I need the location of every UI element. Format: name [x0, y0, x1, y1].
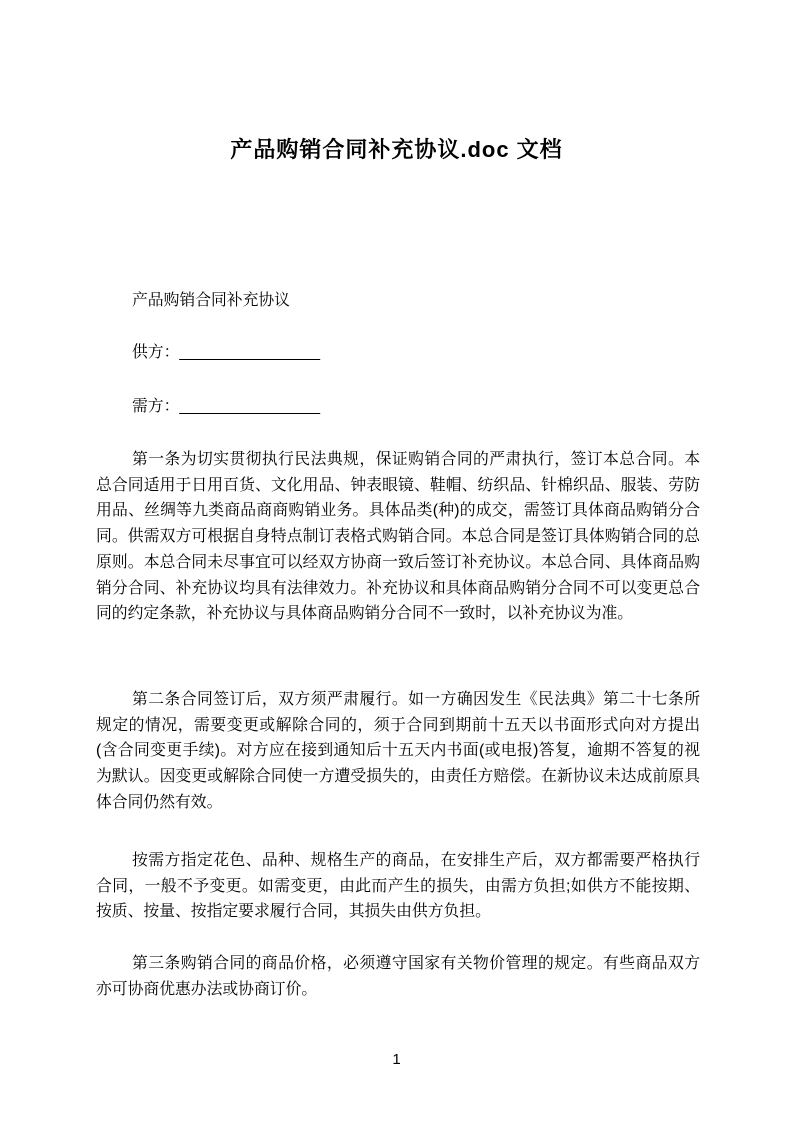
buyer-blank-line: ________________	[179, 398, 320, 415]
paragraph-article-two: 第二条合同签订后，双方须严肃履行。如一方确因发生《民法典》第二十七条所规定的情况，需要变更或解除合同的，须于合同到期前十五天以书面形式向对方提出(含合同变更手续)。对方应在接到通知后十五天内书面(或电报)答复，逾期不答复的视为默认。因变更或解除合同使一方遭受损失的，由责任方赔偿。在新协议未达成前原具体合同仍然有效。	[96, 691, 700, 811]
paragraph-custom-production: 按需方指定花色、品种、规格生产的商品，在安排生产后，双方都需要严格执行合同，一般不予变更。如需变更，由此而产生的损失，由需方负担;如供方不能按期、按质、按量、按指定要求履行合同，其损失由供方负担。	[96, 852, 700, 921]
paragraph-article-three: 第三条购销合同的商品价格，必须遵守国家有关物价管理的规定。有些商品双方亦可协商优惠办法或协商订价。	[96, 955, 700, 998]
supplier-field	[132, 340, 320, 366]
supplier-label: 供方：	[132, 344, 180, 361]
buyer-field	[132, 394, 320, 420]
agreement-heading: 产品购销合同补充协议	[132, 292, 290, 309]
paragraph-article-one: 第一条为切实贯彻执行民法典规，保证购销合同的严肃执行，签订本总合同。本总合同适用于日用百货、文化用品、钟表眼镜、鞋帽、纺织品、针棉织品、服装、劳防用品、丝绸等九类商品商商购销业务。具体品类(种)的成交，需签订具体商品购销分合同。供需双方可根据自身特点制订表格式购销合同。本总合同是签订具体购销合同的总原则。本总合同未尽事宜可以经双方协商一致后签订补充协议。本总合同、具体商品购销分合同、补充协议均具有法律效力。补充协议和具体商品购销分合同不可以变更总合同的约定条款，补充协议与具体商品购销分合同不一致时，以补充协议为准。	[96, 451, 700, 623]
supplier-blank-line: ________________	[179, 344, 320, 361]
buyer-label: 需方：	[132, 398, 180, 415]
page-number: 1	[392, 1051, 401, 1068]
document-title: 产品购销合同补充协议.doc 文档	[230, 137, 563, 162]
